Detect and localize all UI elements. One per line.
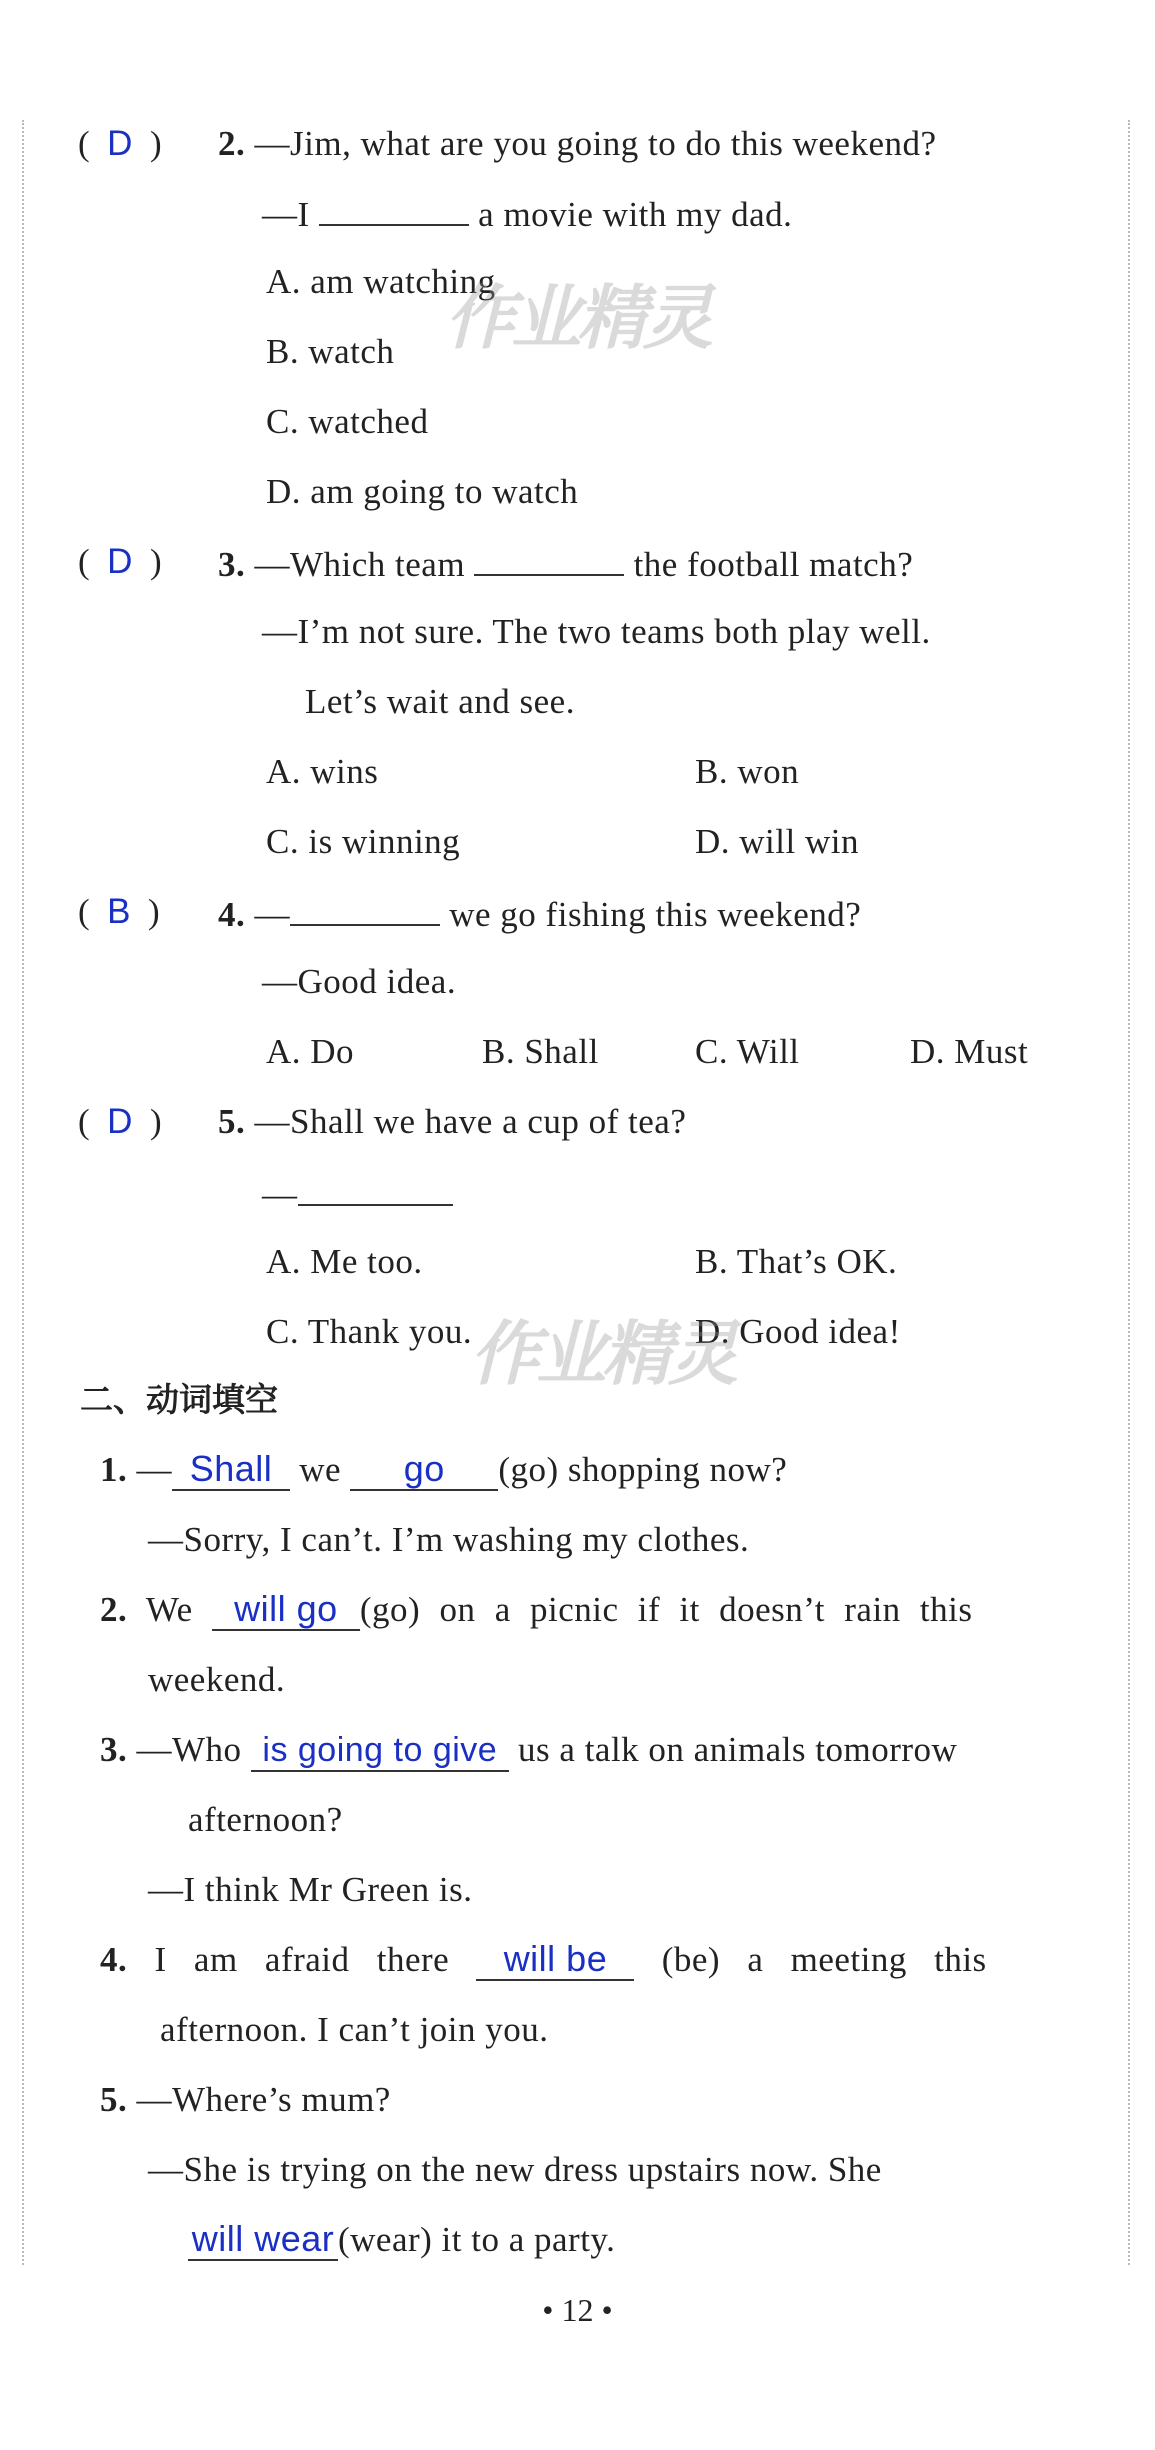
q4-answer-bracket: ( B ) [78, 892, 160, 931]
s2-item-1-fill-2: go [350, 1449, 498, 1491]
page-number: • 12 • [542, 2292, 613, 2328]
q4-stem: 4. — we go fishing this weekend? [218, 890, 861, 937]
s2-item-5: 5. —Where’s mum? [100, 2080, 391, 2119]
s2-item-4-line-2: afternoon. I can’t join you. [160, 2010, 549, 2049]
s2-item-4: 4. I am afraid there will be (be) a meeting this [100, 1938, 987, 1979]
q4-option-b: B. Shall [482, 1032, 599, 1071]
q2-answer-bracket: ( D ) [78, 124, 162, 163]
q4-reply: —Good idea. [262, 962, 457, 1001]
q4-option-a: A. Do [266, 1032, 355, 1071]
q4-option-d: D. Must [910, 1032, 1029, 1071]
q4-answer: B [107, 892, 131, 931]
q3-stem: 3. —Which team the football match? [218, 540, 913, 587]
s2-item-4-fill: will be [476, 1939, 634, 1981]
watermark-1: 作业精灵 [445, 277, 709, 359]
left-margin-rule [22, 120, 24, 2265]
s2-item-5-line-3: will wear (wear) it to a party. [188, 2218, 615, 2262]
q3-reply-2: Let’s wait and see. [305, 682, 575, 721]
s2-item-1: 1. — Shall we go (go) shopping now? [100, 1448, 788, 1489]
q5-reply: — [262, 1170, 453, 1217]
s2-item-2: 2. We will go (go) on a picnic if it doesn’t rain this [100, 1588, 973, 1629]
q5-stem: 5. —Shall we have a cup of tea? [218, 1102, 687, 1141]
q2-blank [319, 190, 469, 226]
right-margin-rule [1128, 120, 1130, 2265]
q3-blank [474, 540, 624, 576]
q2-stem: 2. —Jim, what are you going to do this weekend? [218, 124, 937, 163]
q3-option-b: B. won [695, 752, 800, 791]
watermark-2: 作业精灵 [470, 1313, 734, 1395]
q5-answer: D [107, 1102, 133, 1141]
s2-item-1-line-2: —Sorry, I can’t. I’m washing my clothes. [148, 1520, 750, 1559]
q5-option-d: D. Good idea! [695, 1312, 901, 1351]
q4-blank [290, 890, 440, 926]
q3-answer: D [107, 542, 133, 581]
q2-option-b: B. watch [266, 332, 395, 371]
q3-option-d: D. will win [695, 822, 859, 861]
q2-option-a: A. am watching [266, 262, 496, 301]
q3-option-a: A. wins [266, 752, 379, 791]
s2-item-3-line-2: afternoon? [188, 1800, 343, 1839]
q5-option-b: B. That’s OK. [695, 1242, 898, 1281]
q2-option-c: C. watched [266, 402, 429, 441]
q2-reply: —I a movie with my dad. [262, 190, 792, 237]
q3-answer-bracket: ( D ) [78, 542, 162, 581]
q2-option-d: D. am going to watch [266, 472, 579, 511]
section-2-title: 二、动词填空 [80, 1380, 278, 1419]
s2-item-2-line-2: weekend. [148, 1660, 286, 1699]
q5-option-c: C. Thank you. [266, 1312, 473, 1351]
s2-item-5-fill: will wear [188, 2219, 338, 2261]
s2-item-3: 3. —Who is going to give us a talk on animals tomorrow [100, 1728, 957, 1772]
q5-answer-bracket: ( D ) [78, 1102, 162, 1141]
q2-answer: D [107, 124, 133, 163]
q4-option-c: C. Will [695, 1032, 800, 1071]
q3-reply-1: —I’m not sure. The two teams both play well. [262, 612, 931, 651]
s2-item-3-line-3: —I think Mr Green is. [148, 1870, 473, 1909]
q5-option-a: A. Me too. [266, 1242, 423, 1281]
q3-option-c: C. is winning [266, 822, 461, 861]
s2-item-2-fill: will go [212, 1589, 360, 1631]
s2-item-3-fill: is going to give [251, 1730, 509, 1772]
s2-item-5-line-2: —She is trying on the new dress upstairs now. She [148, 2150, 882, 2189]
s2-item-1-fill-1: Shall [172, 1449, 290, 1491]
q5-blank [298, 1170, 453, 1206]
